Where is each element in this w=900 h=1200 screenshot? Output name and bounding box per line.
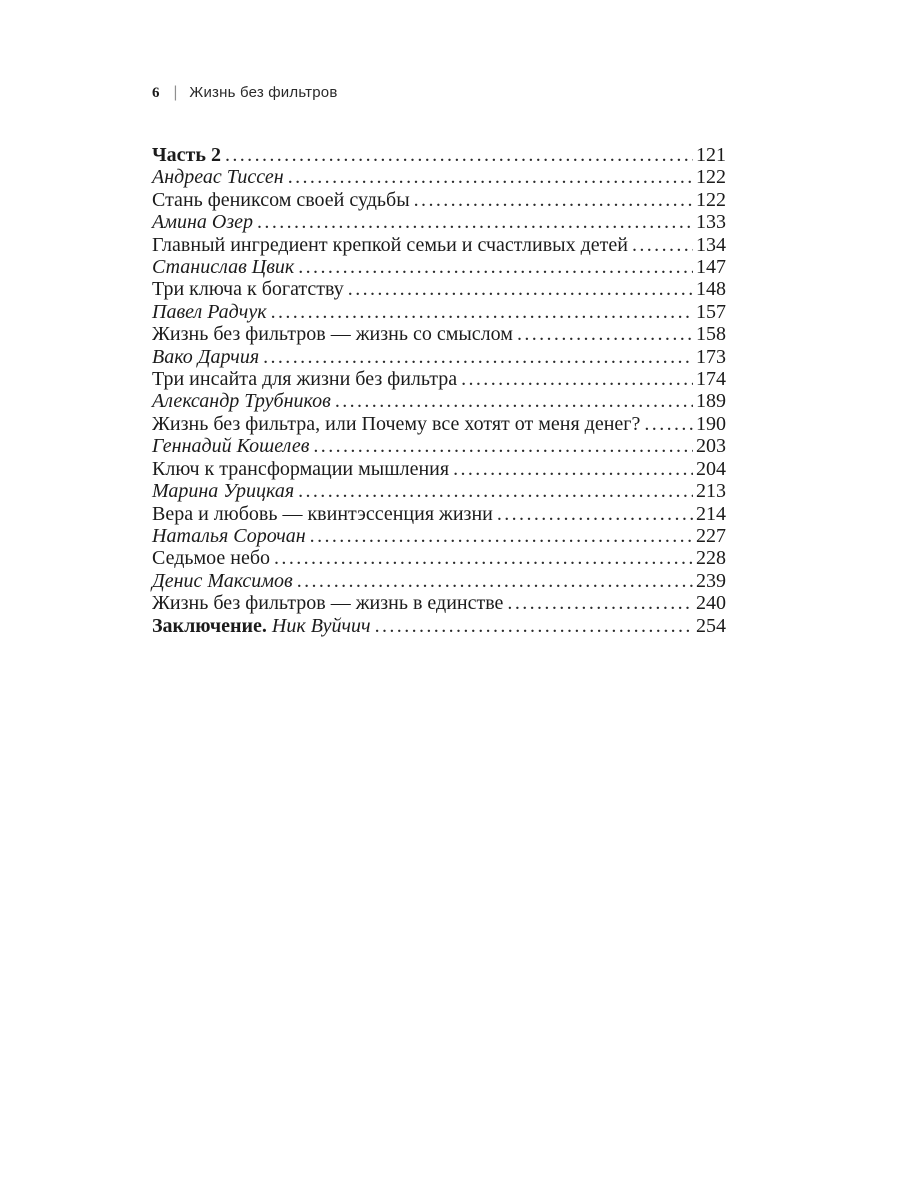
toc-entry-page: 228: [696, 547, 726, 570]
dot-leader: [313, 435, 693, 457]
dot-leader: [257, 211, 693, 233]
toc-entry-text: Андреас Тиссен: [152, 166, 284, 189]
toc-entry-title: [152, 368, 457, 390]
dot-leader: [335, 390, 693, 412]
toc-entry-title: [152, 458, 449, 480]
toc-entry: [152, 615, 726, 637]
toc-entry-title: [152, 211, 253, 233]
toc-entry: [152, 413, 726, 435]
toc-entry-title: [152, 144, 221, 166]
dot-leader: [507, 592, 693, 614]
toc-entry-text: Станислав Цвик: [152, 256, 295, 279]
toc-entry-text: Денис Максимов: [152, 569, 293, 592]
toc-entry-page: 190: [696, 412, 726, 435]
toc-entry: [152, 234, 726, 256]
toc-entry-page: 213: [696, 480, 726, 503]
toc-entry: [152, 301, 726, 323]
toc-entry: [152, 278, 726, 300]
dot-leader: [632, 234, 693, 256]
toc-entry: [152, 211, 726, 233]
dot-leader: [225, 144, 693, 166]
dot-leader: [497, 503, 693, 525]
toc-entry-title: [152, 525, 306, 547]
toc-entry-text: Вера и любовь — квинтэссенция жизни: [152, 502, 493, 525]
toc-entry-page: 254: [696, 614, 726, 637]
toc-entry-page: 121: [696, 144, 726, 166]
table-of-contents: [152, 144, 726, 637]
toc-entry-text: Вако Дарчия: [152, 345, 260, 368]
dot-leader: [263, 346, 693, 368]
page-number: 6: [152, 85, 160, 101]
dot-leader: [274, 547, 693, 569]
toc-entry-page: 240: [696, 592, 726, 615]
toc-entry: [152, 435, 726, 457]
toc-entry-text: Стань фениксом своей судьбы: [152, 188, 410, 211]
dot-leader: [348, 278, 693, 300]
toc-entry: [152, 480, 726, 502]
toc-entry-page: 147: [696, 256, 726, 279]
toc-entry-title: [152, 615, 371, 637]
toc-entry-page: 227: [696, 524, 726, 547]
toc-entry-page: 203: [696, 435, 726, 458]
toc-entry-title: [152, 346, 259, 368]
dot-leader: [414, 189, 693, 211]
toc-entry-title: [152, 592, 503, 614]
dot-leader: [288, 166, 693, 188]
toc-entry-title: [152, 301, 267, 323]
toc-entry-title: [152, 413, 640, 435]
toc-entry-text: Часть 2: [152, 144, 221, 166]
toc-entry-page: 239: [696, 569, 726, 592]
toc-entry-page: 133: [696, 211, 726, 234]
toc-entry: [152, 323, 726, 345]
dot-leader: [375, 615, 693, 637]
toc-entry-page: 134: [696, 233, 726, 256]
dot-leader: [461, 368, 693, 390]
toc-entry-title: [152, 189, 410, 211]
dot-leader: [298, 256, 693, 278]
toc-entry-text: Заключение.: [152, 614, 267, 637]
toc-entry-title: [152, 234, 628, 256]
toc-entry-page: 157: [696, 300, 726, 323]
toc-entry: [152, 166, 726, 188]
dot-leader: [644, 413, 693, 435]
toc-entry-text: Александр Трубников: [152, 390, 331, 413]
toc-entry-text: Жизнь без фильтров — жизнь в единстве: [152, 592, 504, 615]
toc-entry-title: [152, 547, 270, 569]
dot-leader: [271, 301, 693, 323]
toc-entry: [152, 503, 726, 525]
dot-leader: [517, 323, 693, 345]
dot-leader: [310, 525, 693, 547]
toc-entry: [152, 144, 726, 166]
toc-entry-page: 122: [696, 166, 726, 189]
toc-entry-title: [152, 570, 293, 592]
toc-entry-title: [152, 480, 294, 502]
toc-entry-text: Марина Урицкая: [152, 480, 295, 503]
toc-entry-page: 148: [696, 278, 726, 301]
toc-entry-text: Три инсайта для жизни без фильтра: [152, 368, 458, 391]
toc-entry-text: Павел Радчук: [152, 300, 267, 323]
toc-entry-page: 158: [696, 323, 726, 346]
toc-entry: [152, 189, 726, 211]
toc-entry: [152, 525, 726, 547]
toc-entry-title: [152, 503, 493, 525]
toc-entry-title: [152, 278, 344, 300]
toc-entry-page: 214: [696, 502, 726, 525]
toc-entry-title: [152, 435, 309, 457]
toc-entry-title: [152, 390, 331, 412]
toc-entry-title: [152, 323, 513, 345]
toc-entry-text: Геннадий Кошелев: [152, 435, 310, 458]
toc-entry-text: Жизнь без фильтров — жизнь со смыслом: [152, 323, 513, 346]
running-header: [152, 84, 726, 102]
toc-entry: [152, 570, 726, 592]
dot-leader: [453, 458, 693, 480]
toc-entry-page: 173: [696, 345, 726, 368]
toc-entry-page: 122: [696, 188, 726, 211]
toc-entry: [152, 368, 726, 390]
header-separator: |: [173, 83, 178, 102]
toc-entry-text: Амина Озер: [152, 211, 254, 234]
toc-entry: [152, 346, 726, 368]
toc-entry-text: Главный ингредиент крепкой семьи и счастливых детей: [152, 233, 628, 256]
toc-entry: [152, 256, 726, 278]
dot-leader: [298, 480, 693, 502]
toc-entry-text: Три ключа к богатству: [152, 278, 344, 301]
toc-entry-page: 174: [696, 368, 726, 391]
toc-entry-title: [152, 256, 294, 278]
running-title: Жизнь без фильтров: [189, 84, 338, 101]
toc-entry-text: Наталья Сорочан: [152, 524, 306, 547]
dot-leader: [297, 570, 693, 592]
toc-entry: [152, 592, 726, 614]
toc-entry-title: [152, 166, 284, 188]
toc-entry-page: 204: [696, 457, 726, 480]
toc-entry: [152, 547, 726, 569]
toc-entry: [152, 390, 726, 412]
toc-entry: [152, 458, 726, 480]
toc-entry-text: Седьмое небо: [152, 547, 271, 570]
toc-entry-page: 189: [696, 390, 726, 413]
toc-entry-text: Ключ к трансформации мышления: [152, 457, 450, 480]
toc-entry-text: Жизнь без фильтра, или Почему все хотят от меня денег?: [152, 412, 641, 435]
toc-entry-text: Ник Вуйчич: [266, 614, 371, 637]
